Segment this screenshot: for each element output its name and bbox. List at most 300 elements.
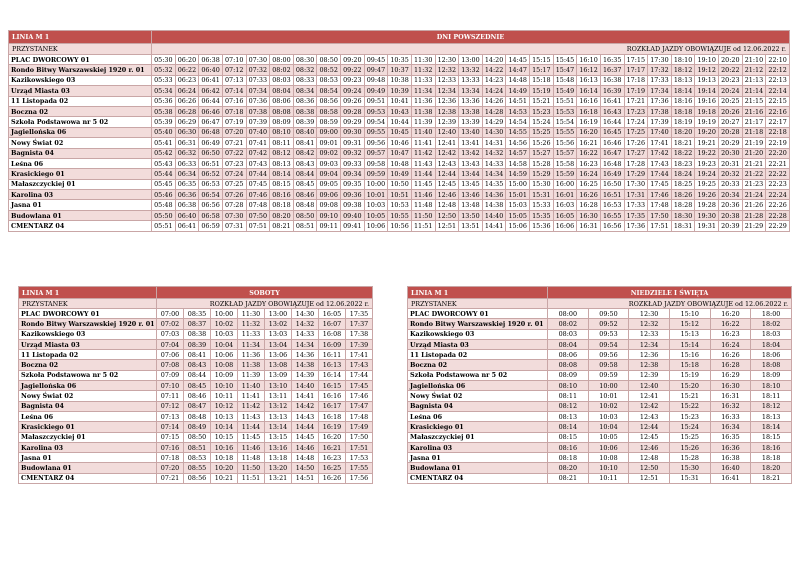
departure-time: 21:12 bbox=[742, 65, 766, 75]
departure-time: 14:51 bbox=[506, 96, 530, 106]
departure-time: 13:45 bbox=[459, 179, 483, 189]
departure-time: 14:23 bbox=[482, 75, 506, 85]
departure-time: 15:29 bbox=[530, 169, 554, 179]
departure-time: 17:15 bbox=[624, 55, 648, 65]
departure-time: 09:08 bbox=[317, 200, 341, 210]
departure-time: 19:30 bbox=[695, 210, 719, 220]
stop-name: Małaszczyckiej 01 bbox=[9, 179, 152, 189]
departure-time: 06:47 bbox=[199, 117, 223, 127]
departure-time: 17:32 bbox=[648, 65, 672, 75]
departure-time: 05:51 bbox=[152, 221, 176, 231]
departure-time: 16:26 bbox=[319, 473, 346, 483]
table-row bbox=[9, 179, 790, 189]
departure-time: 08:06 bbox=[270, 96, 294, 106]
departure-time: 15:19 bbox=[530, 86, 554, 96]
departure-time: 06:26 bbox=[175, 96, 199, 106]
departure-time: 05:50 bbox=[152, 210, 176, 220]
departure-time: 09:41 bbox=[341, 221, 365, 231]
departure-time: 08:53 bbox=[184, 453, 211, 463]
departure-time: 16:07 bbox=[319, 319, 346, 329]
departure-time: 12:46 bbox=[629, 442, 670, 452]
table-row bbox=[408, 401, 792, 411]
departure-time: 10:05 bbox=[364, 210, 388, 220]
departure-time: 06:38 bbox=[175, 200, 199, 210]
departure-time: 09:55 bbox=[364, 127, 388, 137]
departure-time: 09:51 bbox=[364, 96, 388, 106]
departure-time: 21:14 bbox=[742, 86, 766, 96]
departure-time: 14:24 bbox=[482, 86, 506, 96]
schedule-title: SOBOTY bbox=[157, 287, 373, 299]
stop-name: PLAC DWORCOWY 01 bbox=[408, 309, 548, 319]
departure-time: 20:27 bbox=[719, 117, 743, 127]
departure-time: 07:43 bbox=[246, 158, 270, 168]
departure-time: 11:33 bbox=[411, 75, 435, 85]
departure-time: 16:34 bbox=[710, 422, 751, 432]
departure-time: 20:23 bbox=[719, 75, 743, 85]
departure-time: 15:18 bbox=[669, 360, 710, 370]
stop-name: Leśna 06 bbox=[19, 411, 157, 421]
departure-time: 17:40 bbox=[648, 127, 672, 137]
departure-time: 15:17 bbox=[530, 65, 554, 75]
sunday-subheader-row bbox=[408, 299, 792, 309]
departure-time: 15:31 bbox=[669, 473, 710, 483]
departure-time: 06:23 bbox=[175, 75, 199, 85]
departure-time: 16:06 bbox=[553, 221, 577, 231]
departure-time: 16:39 bbox=[600, 86, 624, 96]
departure-time: 16:44 bbox=[600, 117, 624, 127]
departure-time: 16:51 bbox=[600, 190, 624, 200]
departure-time: 05:30 bbox=[152, 55, 176, 65]
departure-time: 09:24 bbox=[341, 86, 365, 96]
departure-time: 18:18 bbox=[751, 453, 792, 463]
departure-time: 16:30 bbox=[577, 210, 601, 220]
departure-time: 14:59 bbox=[506, 169, 530, 179]
departure-time: 17:42 bbox=[648, 148, 672, 158]
departure-time: 13:02 bbox=[265, 319, 292, 329]
departure-time: 06:35 bbox=[175, 179, 199, 189]
table-row bbox=[19, 339, 373, 349]
departure-time: 07:10 bbox=[157, 381, 184, 391]
departure-time: 13:32 bbox=[459, 65, 483, 75]
stop-name: Boczna 02 bbox=[408, 360, 548, 370]
departure-time: 10:44 bbox=[388, 117, 412, 127]
departure-time: 09:57 bbox=[364, 148, 388, 158]
departure-time: 08:59 bbox=[317, 117, 341, 127]
departure-time: 17:31 bbox=[624, 190, 648, 200]
departure-time: 07:34 bbox=[246, 86, 270, 96]
departure-time: 11:36 bbox=[238, 350, 265, 360]
departure-time: 16:18 bbox=[577, 106, 601, 116]
departure-time: 12:36 bbox=[629, 350, 670, 360]
departure-time: 14:42 bbox=[292, 401, 319, 411]
table-row bbox=[408, 360, 792, 370]
departure-time: 16:31 bbox=[577, 221, 601, 231]
departure-time: 10:39 bbox=[388, 86, 412, 96]
departure-time: 14:47 bbox=[506, 65, 530, 75]
departure-time: 07:06 bbox=[157, 350, 184, 360]
departure-time: 14:32 bbox=[482, 148, 506, 158]
departure-time: 15:59 bbox=[553, 169, 577, 179]
departure-time: 10:21 bbox=[211, 473, 238, 483]
departure-time: 17:33 bbox=[648, 75, 672, 85]
table-row bbox=[9, 158, 790, 168]
stop-name: Krasickiego 01 bbox=[408, 422, 548, 432]
departure-time: 05:45 bbox=[152, 179, 176, 189]
departure-time: 06:32 bbox=[175, 148, 199, 158]
departure-time: 09:30 bbox=[341, 127, 365, 137]
departure-time: 08:39 bbox=[184, 339, 211, 349]
stop-name: Rondo Bitwy Warszawskiej 1920 r. 01 bbox=[19, 319, 157, 329]
departure-time: 18:30 bbox=[671, 210, 695, 220]
departure-time: 14:30 bbox=[482, 127, 506, 137]
departure-time: 21:21 bbox=[742, 158, 766, 168]
departure-time: 15:33 bbox=[530, 200, 554, 210]
departure-time: 18:25 bbox=[671, 179, 695, 189]
departure-time: 17:50 bbox=[648, 210, 672, 220]
departure-time: 11:44 bbox=[411, 169, 435, 179]
departure-time: 18:31 bbox=[671, 221, 695, 231]
departure-time: 16:50 bbox=[600, 179, 624, 189]
departure-time: 12:42 bbox=[435, 148, 459, 158]
departure-time: 15:13 bbox=[669, 329, 710, 339]
stop-name: Budowlana 01 bbox=[9, 210, 152, 220]
table-row bbox=[408, 463, 792, 473]
departure-time: 06:59 bbox=[199, 221, 223, 231]
departure-time: 15:23 bbox=[669, 411, 710, 421]
departure-time: 12:41 bbox=[435, 138, 459, 148]
departure-time: 15:01 bbox=[506, 190, 530, 200]
departure-time: 13:18 bbox=[265, 453, 292, 463]
departure-time: 06:50 bbox=[199, 148, 223, 158]
departure-time: 10:10 bbox=[211, 381, 238, 391]
departure-time: 07:31 bbox=[222, 221, 246, 231]
departure-time: 17:24 bbox=[624, 117, 648, 127]
departure-time: 12:43 bbox=[629, 411, 670, 421]
departure-time: 15:26 bbox=[669, 442, 710, 452]
departure-time: 16:38 bbox=[710, 453, 751, 463]
departure-time: 14:46 bbox=[292, 442, 319, 452]
departure-time: 17:37 bbox=[346, 319, 373, 329]
departure-time: 15:25 bbox=[669, 432, 710, 442]
table-row bbox=[19, 391, 373, 401]
table-row bbox=[9, 96, 790, 106]
departure-time: 18:13 bbox=[671, 75, 695, 85]
table-row bbox=[408, 442, 792, 452]
departure-time: 08:52 bbox=[317, 65, 341, 75]
departure-time: 06:41 bbox=[175, 221, 199, 231]
departure-time: 09:03 bbox=[317, 158, 341, 168]
departure-time: 17:49 bbox=[346, 422, 373, 432]
departure-time: 14:48 bbox=[292, 453, 319, 463]
departure-time: 15:24 bbox=[669, 422, 710, 432]
departure-time: 17:45 bbox=[648, 179, 672, 189]
departure-time: 07:11 bbox=[157, 391, 184, 401]
departure-time: 17:35 bbox=[346, 309, 373, 319]
departure-time: 07:12 bbox=[157, 401, 184, 411]
departure-time: 17:27 bbox=[624, 148, 648, 158]
departure-time: 09:59 bbox=[364, 169, 388, 179]
departure-time: 09:31 bbox=[341, 138, 365, 148]
departure-time: 08:51 bbox=[293, 221, 317, 231]
departure-time: 13:00 bbox=[265, 309, 292, 319]
table-row bbox=[19, 442, 373, 452]
table-row bbox=[9, 106, 790, 116]
departure-time: 15:48 bbox=[553, 75, 577, 85]
departure-time: 17:44 bbox=[648, 169, 672, 179]
departure-time: 15:10 bbox=[669, 309, 710, 319]
departure-time: 16:38 bbox=[600, 75, 624, 85]
departure-time: 18:18 bbox=[671, 106, 695, 116]
departure-time: 08:48 bbox=[184, 411, 211, 421]
stop-name: Urząd Miasta 03 bbox=[19, 339, 157, 349]
table-row bbox=[19, 432, 373, 442]
stop-name: Jagiellońska 06 bbox=[9, 127, 152, 137]
departure-time: 13:33 bbox=[459, 75, 483, 85]
departure-time: 14:41 bbox=[292, 391, 319, 401]
departure-time: 17:45 bbox=[346, 381, 373, 391]
departure-time: 10:14 bbox=[211, 422, 238, 432]
departure-time: 08:06 bbox=[548, 350, 589, 360]
departure-time: 15:58 bbox=[553, 158, 577, 168]
departure-time: 16:16 bbox=[319, 391, 346, 401]
stop-column-header: PRZYSTANEK bbox=[19, 299, 157, 309]
departure-time: 16:19 bbox=[577, 117, 601, 127]
departure-time: 14:38 bbox=[292, 360, 319, 370]
departure-time: 09:48 bbox=[364, 75, 388, 85]
table-row bbox=[408, 432, 792, 442]
departure-time: 12:30 bbox=[435, 55, 459, 65]
stop-name: Budowlana 01 bbox=[19, 463, 157, 473]
departure-time: 07:20 bbox=[222, 127, 246, 137]
departure-time: 21:22 bbox=[742, 169, 766, 179]
departure-time: 18:08 bbox=[751, 360, 792, 370]
departure-time: 07:38 bbox=[246, 106, 270, 116]
departure-time: 07:22 bbox=[222, 148, 246, 158]
departure-time: 17:50 bbox=[346, 432, 373, 442]
stop-name: 11 Listopada 02 bbox=[408, 350, 548, 360]
stop-name: Karolina 03 bbox=[9, 190, 152, 200]
departure-time: 10:06 bbox=[588, 442, 629, 452]
departure-time: 05:44 bbox=[152, 169, 176, 179]
departure-time: 15:30 bbox=[530, 179, 554, 189]
departure-time: 18:21 bbox=[751, 473, 792, 483]
departure-time: 14:41 bbox=[482, 221, 506, 231]
departure-time: 12:51 bbox=[629, 473, 670, 483]
table-row bbox=[19, 453, 373, 463]
departure-time: 14:35 bbox=[482, 179, 506, 189]
departure-time: 21:23 bbox=[742, 179, 766, 189]
departure-time: 14:43 bbox=[292, 411, 319, 421]
schedule-title: DNI POWSZEDNIE bbox=[152, 31, 790, 44]
departure-time: 10:08 bbox=[211, 360, 238, 370]
departure-time: 14:45 bbox=[506, 55, 530, 65]
departure-time: 09:32 bbox=[341, 148, 365, 158]
stop-name: Szkoła Podstawowa nr 5 02 bbox=[19, 370, 157, 380]
departure-time: 15:00 bbox=[506, 179, 530, 189]
departure-time: 16:20 bbox=[710, 309, 751, 319]
departure-time: 12:50 bbox=[435, 210, 459, 220]
departure-time: 08:44 bbox=[293, 169, 317, 179]
departure-time: 07:15 bbox=[157, 432, 184, 442]
departure-time: 21:13 bbox=[742, 75, 766, 85]
departure-time: 08:43 bbox=[184, 360, 211, 370]
departure-time: 07:44 bbox=[246, 169, 270, 179]
departure-time: 10:50 bbox=[388, 179, 412, 189]
departure-time: 18:00 bbox=[751, 309, 792, 319]
departure-time: 21:28 bbox=[742, 210, 766, 220]
departure-time: 13:38 bbox=[459, 106, 483, 116]
departure-time: 10:11 bbox=[211, 391, 238, 401]
departure-time: 08:12 bbox=[270, 148, 294, 158]
departure-time: 22:29 bbox=[766, 221, 790, 231]
departure-time: 17:41 bbox=[346, 350, 373, 360]
departure-time: 20:24 bbox=[719, 86, 743, 96]
departure-time: 10:49 bbox=[388, 169, 412, 179]
departure-time: 16:36 bbox=[710, 442, 751, 452]
departure-time: 18:14 bbox=[671, 86, 695, 96]
departure-time: 15:19 bbox=[669, 370, 710, 380]
table-row bbox=[408, 391, 792, 401]
departure-time: 08:03 bbox=[270, 75, 294, 85]
departure-time: 16:08 bbox=[319, 329, 346, 339]
departure-time: 08:10 bbox=[548, 381, 589, 391]
departure-time: 07:21 bbox=[222, 138, 246, 148]
departure-time: 21:18 bbox=[742, 127, 766, 137]
stop-name: Urząd Miasta 03 bbox=[9, 86, 152, 96]
departure-time: 06:33 bbox=[175, 158, 199, 168]
departure-time: 07:16 bbox=[157, 442, 184, 452]
departure-time: 08:11 bbox=[270, 138, 294, 148]
departure-time: 09:50 bbox=[588, 309, 629, 319]
departure-time: 08:04 bbox=[548, 339, 589, 349]
departure-time: 14:39 bbox=[292, 370, 319, 380]
departure-time: 08:16 bbox=[548, 442, 589, 452]
departure-time: 16:23 bbox=[710, 329, 751, 339]
departure-time: 17:51 bbox=[648, 221, 672, 231]
departure-time: 13:41 bbox=[459, 138, 483, 148]
weekday-timetable bbox=[8, 30, 790, 232]
departure-time: 07:26 bbox=[222, 190, 246, 200]
departure-time: 14:56 bbox=[506, 138, 530, 148]
departure-time: 20:39 bbox=[719, 221, 743, 231]
departure-time: 07:42 bbox=[246, 148, 270, 158]
departure-time: 11:41 bbox=[238, 391, 265, 401]
departure-time: 22:20 bbox=[766, 148, 790, 158]
departure-time: 12:42 bbox=[629, 401, 670, 411]
departure-time: 20:31 bbox=[719, 158, 743, 168]
departure-time: 07:18 bbox=[222, 106, 246, 116]
departure-time: 07:28 bbox=[222, 200, 246, 210]
departure-time: 17:30 bbox=[648, 55, 672, 65]
table-row bbox=[408, 422, 792, 432]
departure-time: 13:48 bbox=[459, 200, 483, 210]
departure-time: 19:10 bbox=[695, 55, 719, 65]
departure-time: 10:08 bbox=[588, 453, 629, 463]
departure-time: 11:30 bbox=[238, 309, 265, 319]
departure-time: 07:23 bbox=[222, 158, 246, 168]
departure-time: 07:40 bbox=[246, 127, 270, 137]
departure-time: 21:15 bbox=[742, 96, 766, 106]
weekday-subheader-row bbox=[9, 44, 790, 55]
departure-time: 09:05 bbox=[317, 179, 341, 189]
departure-time: 08:15 bbox=[548, 432, 589, 442]
departure-time: 11:50 bbox=[411, 210, 435, 220]
departure-time: 16:41 bbox=[600, 96, 624, 106]
departure-time: 10:43 bbox=[388, 106, 412, 116]
departure-time: 19:22 bbox=[695, 148, 719, 158]
departure-time: 12:34 bbox=[629, 339, 670, 349]
departure-time: 14:40 bbox=[292, 381, 319, 391]
departure-time: 17:19 bbox=[624, 86, 648, 96]
departure-time: 12:38 bbox=[629, 360, 670, 370]
stop-name: Leśna 06 bbox=[9, 158, 152, 168]
departure-time: 17:39 bbox=[648, 117, 672, 127]
schedule-title: NIEDZIELE I ŚWIĘTA bbox=[548, 287, 792, 299]
departure-time: 06:24 bbox=[175, 86, 199, 96]
departure-time: 07:46 bbox=[246, 190, 270, 200]
departure-time: 05:41 bbox=[152, 138, 176, 148]
departure-time: 16:49 bbox=[600, 169, 624, 179]
departure-time: 11:32 bbox=[238, 319, 265, 329]
departure-time: 10:04 bbox=[588, 422, 629, 432]
departure-time: 19:18 bbox=[695, 106, 719, 116]
departure-time: 10:03 bbox=[364, 200, 388, 210]
departure-time: 08:02 bbox=[548, 319, 589, 329]
departure-time: 08:18 bbox=[270, 200, 294, 210]
departure-time: 08:45 bbox=[293, 179, 317, 189]
departure-time: 17:23 bbox=[624, 106, 648, 116]
departure-time: 11:48 bbox=[238, 453, 265, 463]
departure-time: 09:54 bbox=[588, 339, 629, 349]
departure-time: 05:42 bbox=[152, 148, 176, 158]
departure-time: 11:39 bbox=[411, 117, 435, 127]
departure-time: 08:50 bbox=[317, 55, 341, 65]
departure-time: 07:41 bbox=[246, 138, 270, 148]
departure-time: 11:38 bbox=[238, 360, 265, 370]
saturday-subheader-row bbox=[19, 299, 373, 309]
departure-time: 06:58 bbox=[199, 210, 223, 220]
departure-time: 10:04 bbox=[211, 339, 238, 349]
departure-time: 10:46 bbox=[388, 138, 412, 148]
departure-time: 12:39 bbox=[435, 117, 459, 127]
departure-time: 08:35 bbox=[184, 309, 211, 319]
departure-time: 17:55 bbox=[346, 463, 373, 473]
departure-time: 07:10 bbox=[222, 55, 246, 65]
departure-time: 06:40 bbox=[175, 210, 199, 220]
sunday-header-row bbox=[408, 287, 792, 299]
departure-time: 17:53 bbox=[346, 453, 373, 463]
departure-time: 09:01 bbox=[317, 138, 341, 148]
departure-time: 08:36 bbox=[293, 96, 317, 106]
departure-time: 16:09 bbox=[319, 339, 346, 349]
table-row bbox=[9, 65, 790, 75]
table-row bbox=[9, 190, 790, 200]
departure-time: 09:38 bbox=[341, 200, 365, 210]
departure-time: 19:28 bbox=[695, 200, 719, 210]
stop-name: Nowy Świat 02 bbox=[9, 138, 152, 148]
stop-column-header: PRZYSTANEK bbox=[408, 299, 548, 309]
table-row bbox=[9, 117, 790, 127]
departure-time: 16:37 bbox=[600, 65, 624, 75]
departure-time: 13:39 bbox=[459, 117, 483, 127]
departure-time: 15:51 bbox=[553, 96, 577, 106]
departure-time: 08:03 bbox=[548, 329, 589, 339]
departure-time: 08:33 bbox=[293, 75, 317, 85]
departure-time: 16:22 bbox=[577, 148, 601, 158]
departure-time: 14:32 bbox=[292, 319, 319, 329]
departure-time: 09:56 bbox=[588, 350, 629, 360]
departure-time: 17:35 bbox=[624, 210, 648, 220]
